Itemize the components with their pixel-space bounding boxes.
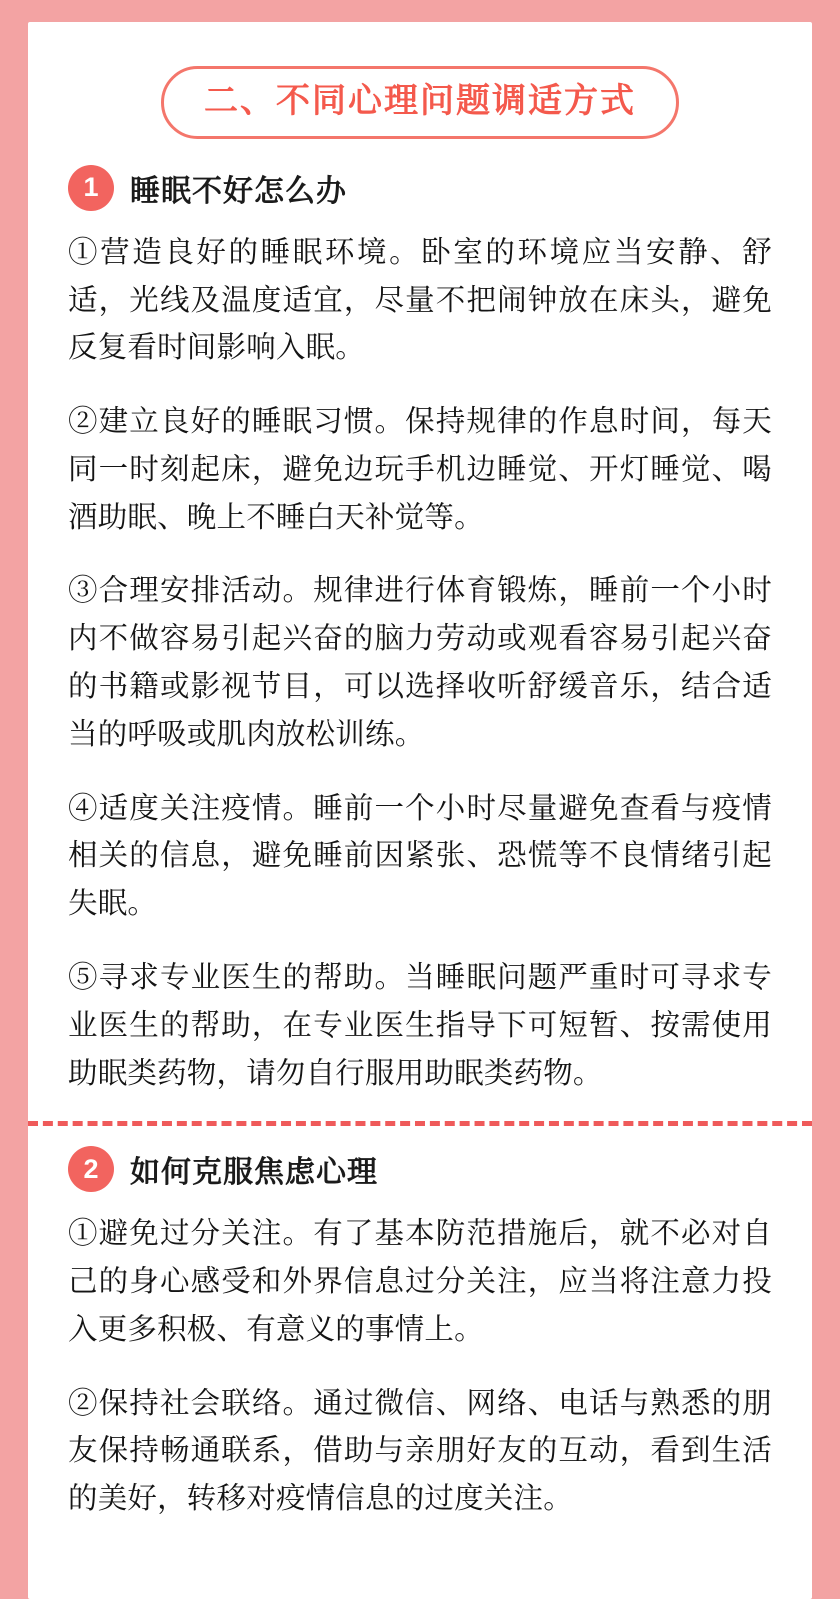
paragraph: ①避免过分关注。有了基本防范措施后，就不必对自己的身心感受和外界信息过分关注，应当将注意力投入更多积极、有意义的事情上。 <box>68 1217 772 1346</box>
section-number-badge: 2 <box>68 1146 114 1192</box>
title-container <box>62 66 778 139</box>
section-sleep <box>62 165 778 1098</box>
paragraph: ②建立良好的睡眠习惯。保持规律的作息时间，每天同一时刻起床，避免边玩手机边睡觉、开灯睡觉、喝酒助眠、晚上不睡白天补觉等。 <box>68 405 772 534</box>
page-title: 二、不同心理问题调适方式 <box>161 66 679 139</box>
paragraph: ③合理安排活动。规律进行体育锻炼，睡前一个小时内不做容易引起兴奋的脑力劳动或观看容易引起兴奋的书籍或影视节目，可以选择收听舒缓音乐，结合适当的呼吸或肌肉放松训练。 <box>68 574 772 751</box>
section-header <box>68 1146 778 1192</box>
section-body <box>62 1210 778 1523</box>
section-title: 睡眠不好怎么办 <box>130 174 347 208</box>
section-anxiety <box>62 1146 778 1523</box>
section-header <box>68 165 778 211</box>
section-title: 如何克服焦虑心理 <box>130 1156 378 1190</box>
paragraph: ①营造良好的睡眠环境。卧室的环境应当安静、舒适，光线及温度适宜，尽量不把闹钟放在床头，避免反复看时间影响入眠。 <box>68 235 772 365</box>
section-body <box>62 229 778 1098</box>
paragraph: ④适度关注疫情。睡前一个小时尽量避免查看与疫情相关的信息，避免睡前因紧张、恐慌等不良情绪引起失眠。 <box>68 791 772 921</box>
paragraph: ②保持社会联络。通过微信、网络、电话与熟悉的朋友保持畅通联系，借助与亲朋好友的互动，看到生活的美好，转移对疫情信息的过度关注。 <box>68 1386 772 1516</box>
section-number-badge: 1 <box>68 165 114 211</box>
section-divider <box>28 1121 812 1126</box>
content-card <box>28 22 812 1599</box>
paragraph: ⑤寻求专业医生的帮助。当睡眠问题严重时可寻求专业医生的帮助，在专业医生指导下可短暂、按需使用助眠类药物，请勿自行服用助眠类药物。 <box>68 960 772 1090</box>
